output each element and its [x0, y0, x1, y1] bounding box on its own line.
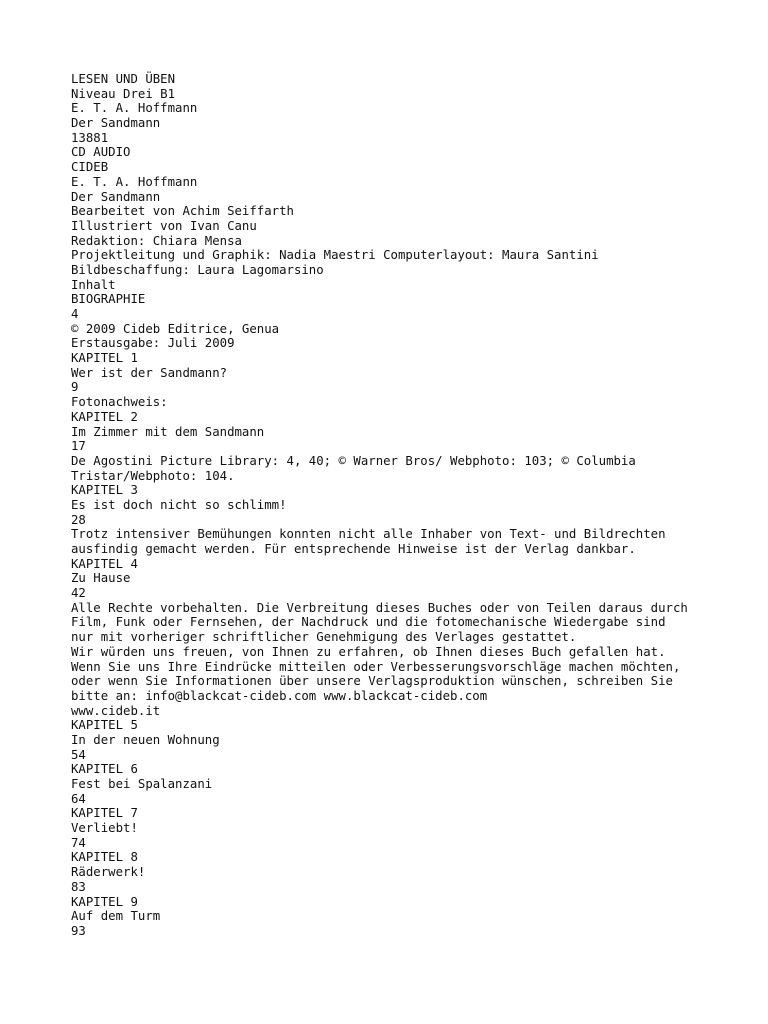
feedback-notice: Wenn Sie uns Ihre Eindrücke mitteilen oder Verbesserungsvorschläge machen möchten, [71, 659, 681, 674]
toc-chapter-title: Wer ist der Sandmann? [71, 365, 228, 380]
toc-chapter-title: Räderwerk! [71, 865, 146, 880]
author-repeat: E. T. A. Hoffmann [71, 174, 198, 189]
toc-chapter-label: KAPITEL 7 [71, 806, 138, 821]
toc-section-title: BIOGRAPHIE [71, 292, 146, 307]
credit-line: Illustriert von Ivan Canu [71, 218, 257, 233]
legal-notice: Film, Funk oder Fernsehen, der Nachdruck und die fotomechanische Wiedergabe sind [71, 615, 666, 630]
toc-chapter-label: KAPITEL 5 [71, 718, 138, 733]
rights-notice: Trotz intensiver Bemühungen konnten nicht alle Inhaber von Text- und Bildrechten [71, 527, 666, 542]
level-label: Niveau Drei B1 [71, 86, 176, 101]
toc-chapter-label: KAPITEL 1 [71, 351, 138, 366]
toc-page-number: 17 [71, 439, 86, 454]
credit-line: Redaktion: Chiara Mensa [71, 233, 242, 248]
toc-chapter-label: KAPITEL 9 [71, 894, 138, 909]
toc-chapter-label: KAPITEL 3 [71, 483, 138, 498]
toc-page-number: 93 [71, 923, 86, 938]
toc-page-number: 4 [71, 307, 79, 321]
edition-info: Erstausgabe: Juli 2009 [71, 336, 235, 351]
toc-page-number: 9 [71, 380, 79, 395]
toc-chapter-title: Verliebt! [71, 821, 138, 836]
toc-chapter-title: Im Zimmer mit dem Sandmann [71, 424, 265, 439]
toc-chapter-title: Fest bei Spalanzani [71, 777, 213, 791]
toc-page-number: 28 [71, 512, 86, 527]
toc-page-number: 54 [71, 747, 86, 762]
toc-page-number: 42 [71, 586, 86, 601]
product-number: 13881 [71, 130, 109, 145]
feedback-notice: Wir würden uns freuen, von Ihnen zu erfahren, ob Ihnen dieses Buch gefallen hat. [71, 644, 666, 659]
copyright-notice: © 2009 Cideb Editrice, Genua [71, 321, 280, 336]
photo-credits-text: De Agostini Picture Library: 4, 40; © Warner Bros/ Webphoto: 103; © Columbia [71, 453, 636, 468]
toc-page-number: 74 [71, 835, 86, 850]
rights-notice: ausfindig gemacht werden. Für entsprechende Hinweise ist der Verlag dankbar. [71, 542, 636, 556]
toc-chapter-label: KAPITEL 8 [71, 850, 138, 865]
toc-chapter-label: KAPITEL 4 [71, 556, 138, 571]
toc-chapter-title: Zu Hause [71, 571, 131, 586]
contact-info: bitte an: info@blackcat-cideb.com www.blackcat-cideb.com [71, 688, 488, 703]
photo-credits-text: Tristar/Webphoto: 104. [71, 468, 235, 483]
toc-chapter-label: KAPITEL 2 [71, 409, 138, 424]
credit-line: Projektleitung und Graphik: Nadia Maestri Computerlayout: Maura Santini [71, 248, 599, 263]
contents-heading: Inhalt [71, 277, 116, 292]
photo-credits-heading: Fotonachweis: [71, 395, 168, 410]
book-title: Der Sandmann [71, 116, 161, 131]
author: E. T. A. Hoffmann [71, 101, 198, 116]
legal-notice: Alle Rechte vorbehalten. Die Verbreitung dieses Buches oder von Teilen daraus durch [71, 600, 688, 615]
toc-chapter-title: Es ist doch nicht so schlimm! [71, 497, 287, 512]
book-title-repeat: Der Sandmann [71, 189, 161, 204]
credit-line: Bearbeitet von Achim Seiffarth [71, 204, 294, 219]
toc-chapter-label: KAPITEL 6 [71, 762, 138, 777]
toc-page-number: 83 [71, 879, 86, 894]
series-title: LESEN UND ÜBEN [71, 72, 176, 86]
cd-audio-label: CD AUDIO [71, 145, 131, 160]
website-url: www.cideb.it [71, 703, 161, 718]
legal-notice: nur mit vorheriger schriftlicher Genehmigung des Verlages gestattet. [71, 630, 577, 645]
publisher-name: CIDEB [71, 160, 109, 175]
toc-page-number: 64 [71, 791, 86, 806]
toc-chapter-title: Auf dem Turm [71, 909, 161, 924]
document-text [71, 72, 751, 939]
credit-line: Bildbeschaffung: Laura Lagomarsino [71, 262, 324, 277]
feedback-notice: oder wenn Sie Informationen über unsere Verlagsproduktion wünschen, schreiben Sie [71, 674, 673, 689]
toc-chapter-title: In der neuen Wohnung [71, 732, 220, 747]
